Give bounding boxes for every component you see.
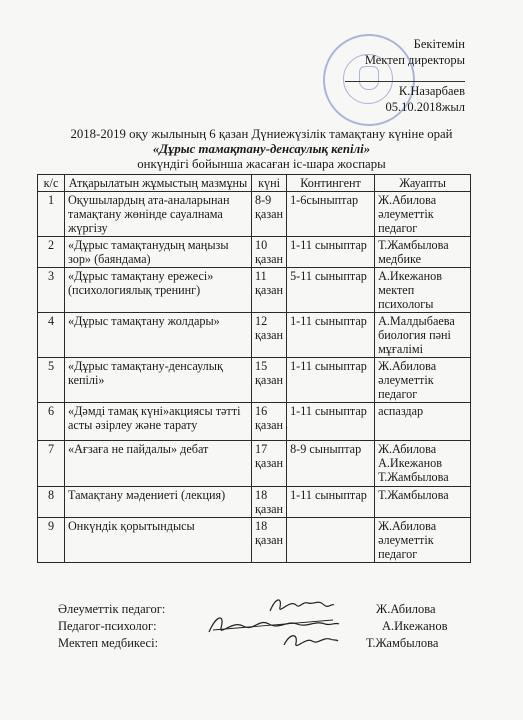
cell-content: «Ағзаға не пайдалы» дебат bbox=[65, 441, 252, 487]
cell-number: 7 bbox=[38, 441, 65, 487]
cell-date: 11 қазан bbox=[252, 268, 287, 313]
cell-number: 2 bbox=[38, 237, 65, 268]
signature-row bbox=[58, 635, 478, 652]
signature-role: Педагог-психолог: bbox=[58, 619, 157, 633]
cell-responsible: аспаздар bbox=[375, 403, 471, 441]
cell-number: 8 bbox=[38, 487, 65, 518]
col-header-contingent: Контингент bbox=[287, 175, 375, 192]
header-line-1: 2018-2019 оқу жылының 6 қазан Дүниежүзілік тамақтану күніне орай bbox=[70, 127, 453, 141]
approval-line-1: Бекітемін bbox=[413, 37, 465, 51]
cell-number: 3 bbox=[38, 268, 65, 313]
cell-contingent: 1-11 сыныптар bbox=[287, 403, 375, 441]
table-row bbox=[38, 358, 471, 403]
cell-content: «Дұрыс тамақтанудың маңызы зор» (баяндама) bbox=[65, 237, 252, 268]
table-row bbox=[38, 403, 471, 441]
table-row bbox=[38, 313, 471, 358]
table-header-row bbox=[38, 175, 471, 192]
table-row bbox=[38, 441, 471, 487]
cell-responsible: Т.Жамбылова bbox=[375, 487, 471, 518]
cell-contingent: 1-11 сыныптар bbox=[287, 487, 375, 518]
cell-date: 18 қазан bbox=[252, 487, 287, 518]
header-line-3: онкүндігі бойынша жасаған іс-шара жоспары bbox=[137, 157, 386, 171]
col-header-date: күні bbox=[252, 175, 287, 192]
cell-contingent: 1-11 сыныптар bbox=[287, 313, 375, 358]
cell-content: Оқушылардың ата-аналарынан тамақтану жөнінде сауалнама жүргізу bbox=[65, 192, 252, 237]
cell-responsible: Т.Жамбылова медбике bbox=[375, 237, 471, 268]
col-header-responsible: Жауапты bbox=[375, 175, 471, 192]
cell-number: 4 bbox=[38, 313, 65, 358]
plan-table bbox=[37, 174, 471, 563]
document-title: «Дұрыс тамақтану-денсаулық кепілі» bbox=[152, 142, 371, 156]
cell-contingent: 1-6сыныптар bbox=[287, 192, 375, 237]
col-header-number: к/с bbox=[38, 175, 65, 192]
cell-date: 16 қазан bbox=[252, 403, 287, 441]
table-row bbox=[38, 192, 471, 237]
signature-name: Ж.Абилова bbox=[376, 602, 436, 616]
cell-content: Онкүндік қорытындысы bbox=[65, 518, 252, 563]
cell-number: 6 bbox=[38, 403, 65, 441]
table-row bbox=[38, 487, 471, 518]
cell-contingent: 8-9 сыныптар bbox=[287, 441, 375, 487]
approval-date: 05.10.2018жыл bbox=[385, 100, 465, 114]
signatures-block bbox=[58, 601, 478, 652]
approval-line-2: Мектеп директоры bbox=[364, 53, 465, 67]
table-row bbox=[38, 518, 471, 563]
cell-number: 5 bbox=[38, 358, 65, 403]
table-body bbox=[38, 192, 471, 563]
signature-name: Т.Жамбылова bbox=[366, 636, 439, 650]
cell-content: «Дұрыс тамақтану-денсаулық кепілі» bbox=[65, 358, 252, 403]
cell-content: «Дұрыс тамақтану ережесі» (психологиялық тренинг) bbox=[65, 268, 252, 313]
col-header-content: Атқарылатын жұмыстың мазмұны bbox=[65, 175, 252, 192]
cell-responsible: Ж.Абилова әлеуметтік педагог bbox=[375, 192, 471, 237]
cell-responsible: Ж.Абилова А.Икежанов Т.Жамбылова bbox=[375, 441, 471, 487]
cell-content: Тамақтану мәдениеті (лекция) bbox=[65, 487, 252, 518]
approval-signature-line bbox=[345, 68, 465, 82]
signature-name: А.Икежанов bbox=[382, 619, 448, 633]
cell-date: 10 қазан bbox=[252, 237, 287, 268]
cell-contingent bbox=[287, 518, 375, 563]
cell-number: 1 bbox=[38, 192, 65, 237]
signature-row bbox=[58, 618, 478, 635]
cell-date: 12 қазан bbox=[252, 313, 287, 358]
handwritten-signature bbox=[280, 629, 340, 653]
cell-responsible: А.Икежанов мектеп психологы bbox=[375, 268, 471, 313]
cell-contingent: 1-11 сыныптар bbox=[287, 358, 375, 403]
cell-date: 18 қазан bbox=[252, 518, 287, 563]
cell-date: 8-9 қазан bbox=[252, 192, 287, 237]
cell-contingent: 5-11 сыныптар bbox=[287, 268, 375, 313]
cell-responsible: Ж.Абилова әлеуметтік педагог bbox=[375, 358, 471, 403]
cell-responsible: А.Малдыбаева биология пәні мұғалімі bbox=[375, 313, 471, 358]
cell-date: 15 қазан bbox=[252, 358, 287, 403]
signature-role: Мектеп медбикесі: bbox=[58, 636, 159, 650]
cell-content: «Дәмді тамақ күні»акциясы тәтті асты әзірлеу және тарату bbox=[65, 403, 252, 441]
approval-block bbox=[345, 36, 465, 115]
cell-content: «Дұрыс тамақтану жолдары» bbox=[65, 313, 252, 358]
cell-contingent: 1-11 сыныптар bbox=[287, 237, 375, 268]
table-row bbox=[38, 268, 471, 313]
cell-number: 9 bbox=[38, 518, 65, 563]
cell-date: 17 қазан bbox=[252, 441, 287, 487]
table-row bbox=[38, 237, 471, 268]
cell-responsible: Ж.Абилова әлеуметтік педагог bbox=[375, 518, 471, 563]
signature-role: Әлеуметтік педагог: bbox=[58, 602, 166, 616]
director-name: К.Назарбаев bbox=[398, 84, 465, 98]
